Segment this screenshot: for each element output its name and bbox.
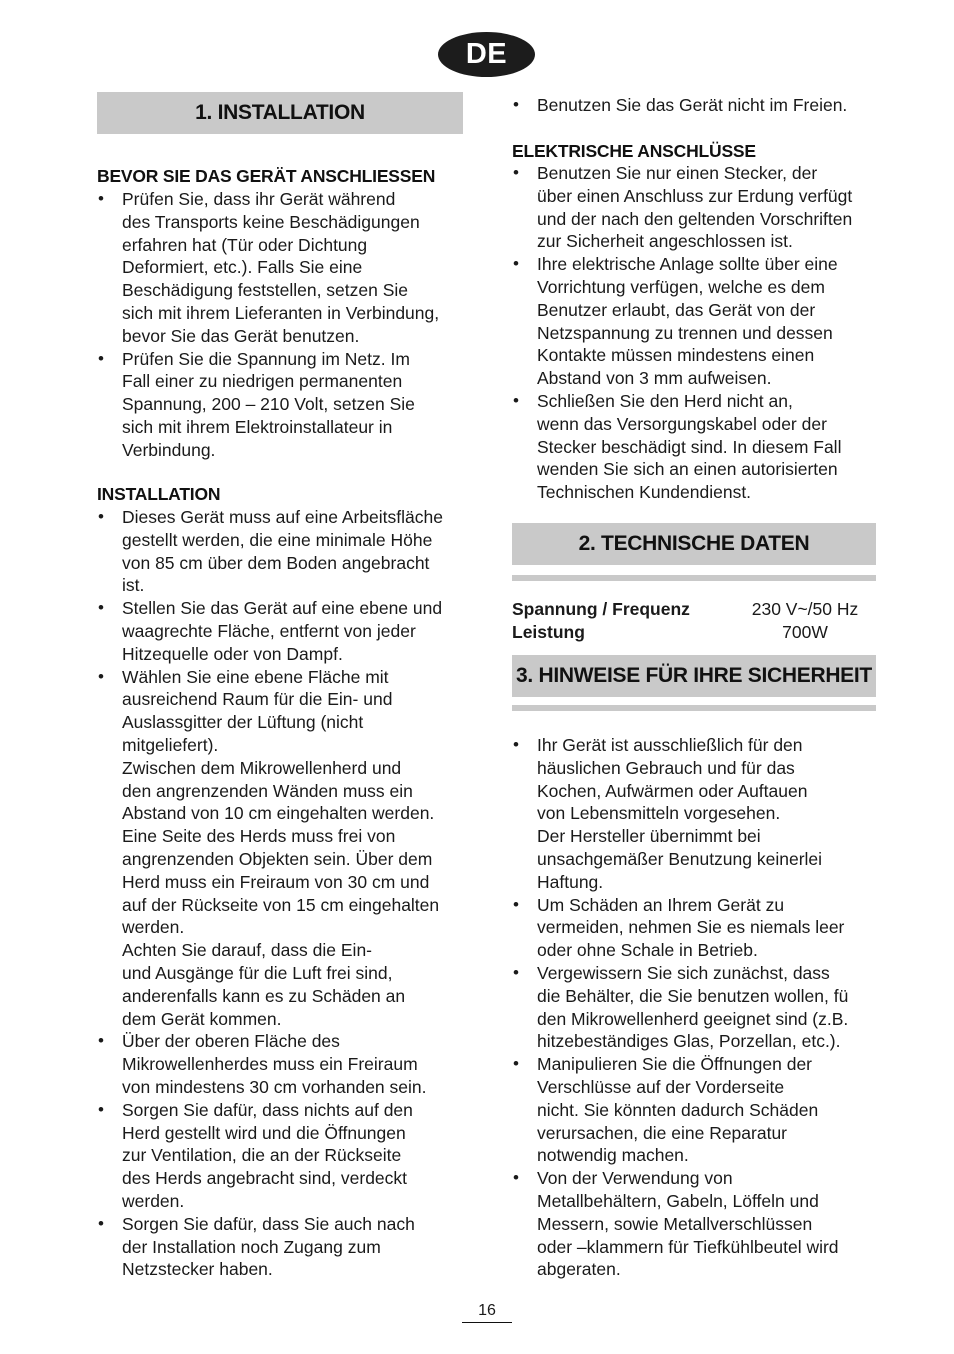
spec-value: 230 V~/50 Hz — [751, 599, 859, 619]
list-item: • Sorgen Sie dafür, dass nichts auf den Herd gestellt wird und die Öffnungen zur Ventilation, die an der Rückseite des Herds angebracht sind, verdeckt werden. — [97, 1099, 467, 1213]
list-item: • Dieses Gerät muss auf eine Arbeitsfläche gestellt werden, die eine minimale Höhe von 85 cm über dem Boden angebracht ist. — [97, 506, 467, 597]
electrical-connections-list — [512, 162, 882, 504]
list-item: • Ihr Gerät ist ausschließlich für den häuslichen Gebrauch und für das Kochen, Aufwärmen oder Auftauen von Lebensmitteln vorgesehen. Der Hersteller übernimmt bei unsachgemäßer Benutzung keinerlei Haftung. — [512, 734, 882, 894]
list-item: • Prüfen Sie die Spannung im Netz. Im Fall einer zu niedrigen permanenten Spannung, 200 – 210 Volt, setzen Sie sich mit ihrem Elektroinstallateur in Verbindung. — [97, 348, 467, 462]
section-title-technical-data: 2. TECHNISCHE DATEN — [512, 523, 876, 565]
section-title-safety: 3. HINWEISE FÜR IHRE SICHERHEIT — [512, 655, 876, 697]
spec-label: Leistung — [512, 621, 585, 642]
list-item: • Sorgen Sie dafür, dass Sie auch nach der Installation noch Zugang zum Netzstecker haben. — [97, 1213, 467, 1281]
section-title-installation: 1. INSTALLATION — [97, 92, 463, 134]
list-item: • Stellen Sie das Gerät auf eine ebene und waagrechte Fläche, entfernt von jeder Hitzequelle oder von Dampf. — [97, 597, 467, 665]
list-item: • Manipulieren Sie die Öffnungen der Verschlüsse auf der Vorderseite nicht. Sie könnten dadurch Schäden verursachen, die eine Reparatur notwendig machen. — [512, 1053, 882, 1167]
before-connecting-list — [97, 188, 467, 462]
spec-label: Spannung / Frequenz — [512, 599, 690, 619]
subheading-electrical-connections: ELEKTRISCHE ANSCHLÜSSE — [512, 141, 756, 161]
list-item: • Prüfen Sie, dass ihr Gerät während des Transports keine Beschädigungen erfahren hat (Tür oder Dichtung Deformiert, etc.). Falls Sie eine Beschädigung feststellen, setzen Sie sich mit ihrem Lieferanten in Verbindung, bevor Sie das Gerät benutzen. — [97, 188, 467, 348]
spec-value: 700W — [782, 621, 828, 642]
language-badge: DE — [438, 32, 535, 77]
list-item: • Benutzen Sie das Gerät nicht im Freien. — [512, 94, 882, 117]
section-rule — [512, 575, 876, 581]
list-item: • Benutzen Sie nur einen Stecker, der über einen Anschluss zur Erdung verfügt und der nach den geltenden Vorschriften zur Sicherheit angeschlossen ist. — [512, 162, 882, 253]
list-item: • Schließen Sie den Herd nicht an, wenn das Versorgungskabel oder der Stecker beschädigt sind. In diesem Fall wenden Sie sich an einen autorisierten Technischen Kundendienst. — [512, 390, 882, 504]
safety-list — [512, 734, 882, 1281]
list-item: • Ihre elektrische Anlage sollte über eine Vorrichtung verfügen, welche es dem Benutzer erlaubt, das Gerät von der Netzspannung zu trennen und dessen Kontakte müssen mindestens einen Abstand von 3 mm aufweisen. — [512, 253, 882, 390]
list-item: • Wählen Sie eine ebene Fläche mit ausreichend Raum für die Ein- und Auslassgitter der Lüftung (nicht mitgeliefert). Zwischen dem Mikrowellenherd und den angrenzenden Wänden muss ein Abstand von 10 cm eingehalten werden. Eine Seite des Herds muss frei von angrenzenden Objekten sein. Über dem Herd muss ein Freiraum von 30 cm und auf der Rückseite von 15 cm eingehalten werden. Achten Sie darauf, dass die Ein- und Ausgänge für die Luft frei sind, anderenfalls kann es zu Schäden an dem Gerät kommen. — [97, 666, 467, 1031]
installation-list — [97, 506, 467, 1281]
list-item: • Von der Verwendung von Metallbehältern, Gabeln, Löffeln und Messern, sowie Metallverschlüssen oder –klammern für Tiefkühlbeutel wird abgeraten. — [512, 1167, 882, 1281]
page-number: 16 — [478, 1302, 496, 1319]
list-item: • Vergewissern Sie sich zunächst, dass die Behälter, die Sie benutzen wollen, fü den Mikrowellenherd geeignet sind (z.B. hitzebeständiges Glas, Porzellan, etc.). — [512, 962, 882, 1053]
list-item: • Über der oberen Fläche des Mikrowellenherdes muss ein Freiraum von mindestens 30 cm vorhanden sein. — [97, 1030, 467, 1098]
list-item: • Um Schäden an Ihrem Gerät zu vermeiden, nehmen Sie es niemals leer oder ohne Schale in Betrieb. — [512, 894, 882, 962]
subheading-installation: INSTALLATION — [97, 484, 221, 504]
subheading-before-connecting: BEVOR SIE DAS GERÄT ANSCHLIESSEN — [97, 166, 436, 186]
spec-row-power — [512, 621, 878, 644]
outdoor-use-list — [512, 94, 882, 117]
spec-row-voltage — [512, 598, 878, 621]
section-rule — [512, 705, 876, 711]
page-number-rule — [462, 1322, 512, 1323]
technical-data-table — [512, 598, 878, 644]
